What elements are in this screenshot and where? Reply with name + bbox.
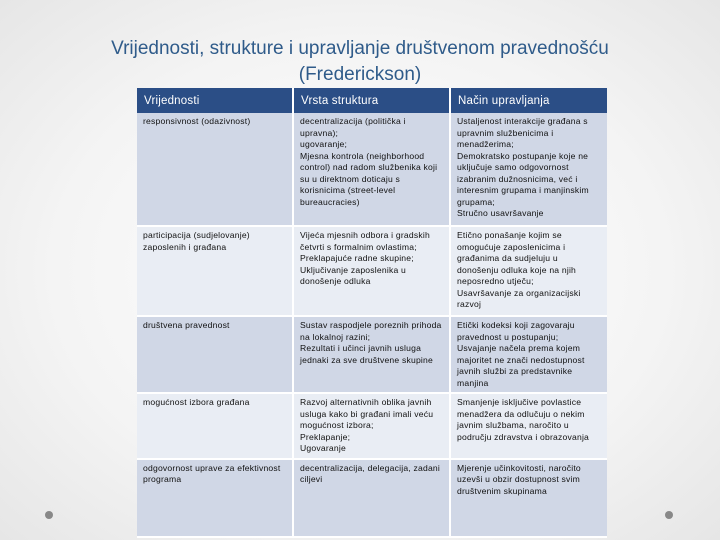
table-row — [137, 113, 607, 226]
table-row — [137, 226, 607, 316]
value-cell: društvena pravednost — [137, 316, 293, 393]
management-cell: Etički kodeksi koji zagovaraju pravednost u postupanju; Usvajanje načela prema kojem majoritet ne znači nedostupnost javnih službi za predstavnike manjina — [450, 316, 607, 393]
structure-cell: Razvoj alternativnih oblika javnih usluga kako bi građani imali veću mogućnost izbora; Preklapanje; Ugovaranje — [293, 393, 450, 459]
management-cell: Ustaljenost interakcije građana s upravnim službenicima i menadžerima; Demokratsko postupanje koje ne uključuje samo odgovornost izabranim dužnosnicima, već i interesnim grupama i manjinskim grupama; Stručno usavršavanje — [450, 113, 607, 226]
table-row — [137, 459, 607, 537]
management-cell: Mjerenje učinkovitosti, naročito uzevši u obzir dostupnost svim društvenim skupinama — [450, 459, 607, 537]
decorative-dot-left — [45, 511, 53, 519]
slide-title — [20, 36, 700, 88]
header-management-method: Način upravljanja — [450, 88, 607, 113]
table-row — [137, 316, 607, 393]
header-structure-type: Vrsta struktura — [293, 88, 450, 113]
slide-title-line-1: Vrijednosti, strukture i upravljanje društvenom pravednošću — [111, 38, 609, 59]
table-header-row — [137, 88, 607, 113]
value-cell: responsivnost (odazivnost) — [137, 113, 293, 226]
value-cell: participacija (sudjelovanje) zaposlenih i građana — [137, 226, 293, 316]
decorative-dot-right — [665, 511, 673, 519]
values-structures-table — [137, 88, 607, 538]
value-cell: odgovornost uprave za efektivnost programa — [137, 459, 293, 537]
header-values: Vrijednosti — [137, 88, 293, 113]
table-row — [137, 393, 607, 459]
structure-cell: Sustav raspodjele poreznih prihoda na lokalnoj razini; Rezultati i učinci javnih usluga jednaki za sve društvene skupine — [293, 316, 450, 393]
management-cell: Etično ponašanje kojim se omogućuje zaposlenicima i građanima da sudjeluju u donošenju odluka koje na njih neposredno utječu; Usavršavanje za organizacijski razvoj — [450, 226, 607, 316]
structure-cell: decentralizacija (politička i upravna); ugovaranje; Mjesna kontrola (neighborhood control) nad radom službenika koji su u direktnom doticaju s korisnicima (street-level bureaucracies) — [293, 113, 450, 226]
management-cell: Smanjenje isključive povlastice menadžera da odlučuju o nekim javnim službama, naročito u području zdravstva i obrazovanja — [450, 393, 607, 459]
slide-title-line-2: (Frederickson) — [298, 64, 422, 85]
value-cell: mogućnost izbora građana — [137, 393, 293, 459]
structure-cell: decentralizacija, delegacija, zadani ciljevi — [293, 459, 450, 537]
structure-cell: Vijeća mjesnih odbora i gradskih četvrti s formalnim ovlastima; Preklapajuće radne skupine; Uključivanje zaposlenika u donošenje odluka — [293, 226, 450, 316]
